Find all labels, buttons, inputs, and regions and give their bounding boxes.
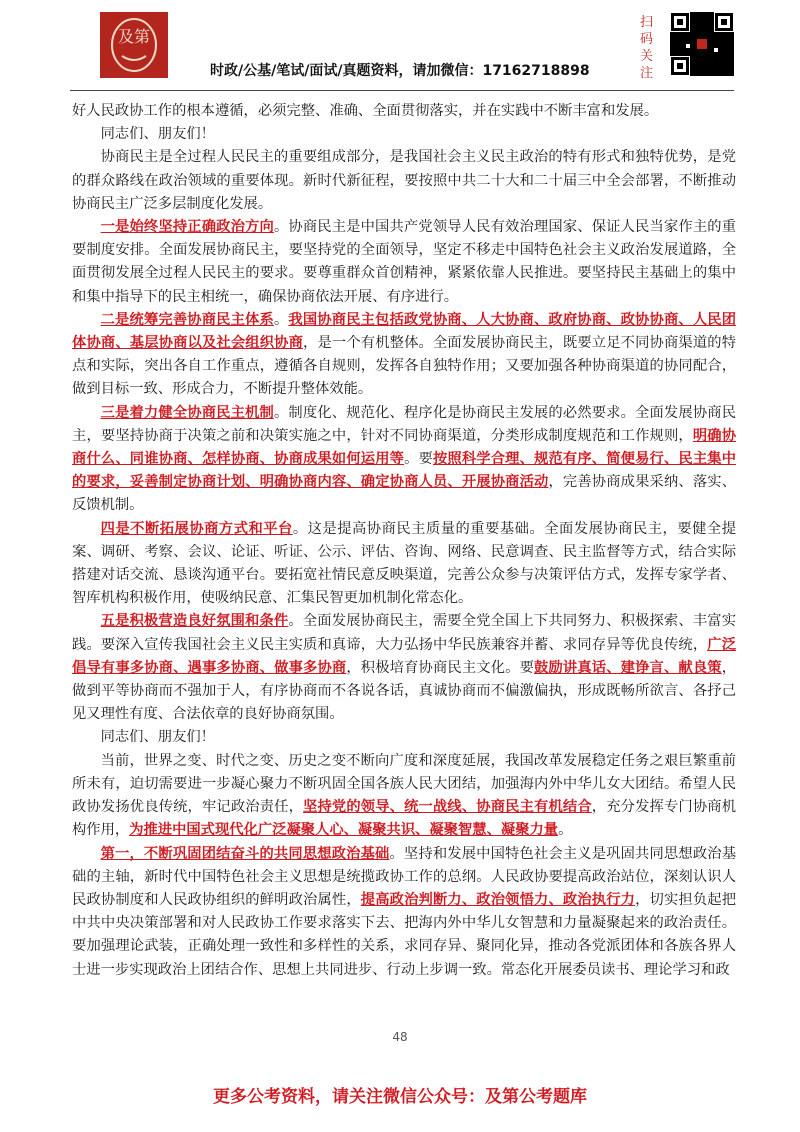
highlighted-text: 明确协商什么、同谁协商、怎样协商、协商成果如何运用等 [72, 427, 737, 468]
paragraph [72, 610, 736, 726]
body-text: 协商民主是全过程人民民主的重要组成部分，是我国社会主义民主政治的特有形式和独特优势，是党的群众路线在政治领域的重要体现。新时代新征程，要按照中共二十大和二十届三中全会部署，不断推动协商民主广泛多层制度化发展。 [72, 149, 736, 212]
body-text: 好人民政协工作的根本遵循，必须完整、准确、全面贯彻落实，并在实践中不断丰富和发展。 [72, 103, 659, 119]
highlighted-text: 广泛倡导有事多协商、遇事多协商、做事多协商 [72, 636, 737, 676]
body-text: 。这是提高协商民主质量的重要基础。全面发展协商民主，要健全提案、调研、考察、会议、论证、听证、公示、评估、咨询、网络、民意调查、民主监督等方式，结合实际搭建对话交流、恳谈沟通平台。要拓宽社情民意反映渠道，完善公众参与决策评估方式，发挥专家学者、智库机构积极作用，使吸纳民意、汇集民智更加机制化常态化。 [72, 520, 736, 607]
document-body [72, 100, 736, 982]
body-text: ，切实担负起把中共中央决策部署和对人民政协工作要求落实下去、把海内外中华儿女智慧和力量凝聚起来的政治责任。要加强理论武装，正确处理一致性和多样性的关系，求同存异、聚同化异，推动各党派团体和各族各界人士进一步实现政治上团结合作、思想上共同进步、行动上步调一致。常态化开展委员读书、理论学习和政 [72, 891, 737, 978]
page-number: 48 [392, 1030, 408, 1044]
footer-promo: 更多公考资料，请关注微信公众号：及第公考题库 [213, 1087, 587, 1107]
highlighted-text: 四是不断拓展协商方式和平台 [100, 520, 293, 537]
highlighted-text: 按照科学合理、规范有序、简便易行、民主集中的要求，妥善制定协商计划、明确协商内容、确定协商人员、开展协商活动 [72, 451, 737, 491]
paragraph [72, 726, 736, 749]
paragraph [72, 750, 736, 843]
body-text: 。 [273, 311, 289, 328]
paragraph [72, 518, 736, 611]
header-divider [70, 90, 734, 91]
highlighted-text: 三是着力健全协商民主机制 [100, 404, 274, 421]
qr-code-icon[interactable] [670, 12, 734, 76]
body-text: 当前，世界之变、时代之变、历史之变不断向广度和深度延展，我国改革发展稳定任务之艰巨繁重前所未有，迫切需要进一步凝心聚力不断巩固全国各族人民大团结，加强海内外中华儿女大团结。希望人民政协发扬优良传统，牢记政治责任， [72, 752, 736, 816]
scan-to-follow-label: 扫码关注 [640, 15, 654, 81]
highlighted-text: 提高政治判断力、政治领悟力、政治执行力 [360, 891, 636, 908]
body-text: 。要 [404, 451, 433, 468]
highlighted-text: 第一，不断巩固团结奋斗的共同思想政治基础 [100, 845, 390, 862]
paragraph [72, 309, 736, 402]
highlighted-text: 我国协商民主包括政党协商、人大协商、政府协商、政协协商、人民团体协商、基层协商以及社会组织协商 [72, 311, 737, 352]
highlighted-text: 二是统筹完善协商民主体系 [100, 311, 274, 328]
body-text: 同志们、朋友们！ [100, 729, 215, 746]
body-text: ，是一个有机整体。全面发展协商民主，既要立足不同协商渠道的特点和实际，突出各自工作重点，遵循各自规则，发挥各自独特作用；又要加强各种协商渠道的协同配合，做到目标一致、形成合力，不断提升整体效能。 [72, 335, 737, 398]
paragraph [72, 100, 736, 123]
brand-logo [100, 12, 168, 78]
body-text: 。 [558, 822, 573, 839]
body-text: 。全面发展协商民主，需要全党全国上下共同努力、积极探索、丰富实践。要深入宣传我国社会主义民主实质和真谛，大力弘扬中华民族兼容并蓄、求同存异等优良传统， [72, 613, 737, 653]
body-text: ，充分发挥专门协商机构作用， [72, 799, 737, 839]
paragraph [72, 146, 736, 216]
logo-emblem-icon [100, 12, 168, 78]
paragraph [72, 402, 736, 518]
body-text: ，完善协商成果采纳、落实、反馈机制。 [72, 474, 737, 514]
highlighted-text: 五是积极营造良好氛围和条件 [100, 613, 289, 630]
body-text: ，做到平等协商而不强加于人，有序协商而不各说各话，真诚协商而不偏激偏执，形成既畅所欲言、各抒己见又理性有度、合法依章的良好协商氛围。 [72, 659, 737, 723]
body-text: 。制度化、规范化、程序化是协商民主发展的必然要求。全面发展协商民主，要坚持协商于决策之前和决策实施之中，针对不同协商渠道，分类形成制度规范和工作规则， [72, 404, 737, 444]
highlighted-text: 鼓励讲真话、建诤言、献良策 [534, 659, 722, 676]
paragraph [72, 123, 736, 146]
highlighted-text: 坚持党的领导、统一战线、协商民主有机结合 [303, 799, 592, 816]
highlighted-text: 一是始终坚持正确政治方向 [100, 219, 274, 236]
body-text: 。坚持和发展中国特色社会主义是巩固共同思想政治基础的主轴，新时代中国特色社会主义思想是统揽政协工作的总纲。人民政协要提高政治站位，深刻认识人民政协制度和人民政协组织的鲜明政治属性， [72, 845, 737, 908]
paragraph [72, 216, 736, 309]
paragraph [72, 843, 736, 982]
highlighted-text: 为推进中国式现代化广泛凝聚人心、凝聚共识、凝聚智慧、凝聚力量 [129, 822, 559, 839]
logo-text: 及第 [117, 27, 151, 46]
header-banner: 时政/公基/笔试/面试/真题资料，请加微信：17162718898 [210, 63, 590, 79]
body-text: 同志们、朋友们！ [100, 126, 215, 143]
body-text: 。协商民主是中国共产党领导人民有效治理国家、保证人民当家作主的重要制度安排。全面发展协商民主，要坚持党的全面领导，坚定不移走中国特色社会主义政治发展道路，全面贯彻发展全过程人民民主的要求。要尊重群众首创精神，紧紧依靠人民推进。要坚持民主基础上的集中和集中指导下的民主相统一，确保协商依法开展、有序进行。 [72, 219, 737, 305]
body-text: ，积极培育协商民主文化。要 [346, 659, 535, 676]
